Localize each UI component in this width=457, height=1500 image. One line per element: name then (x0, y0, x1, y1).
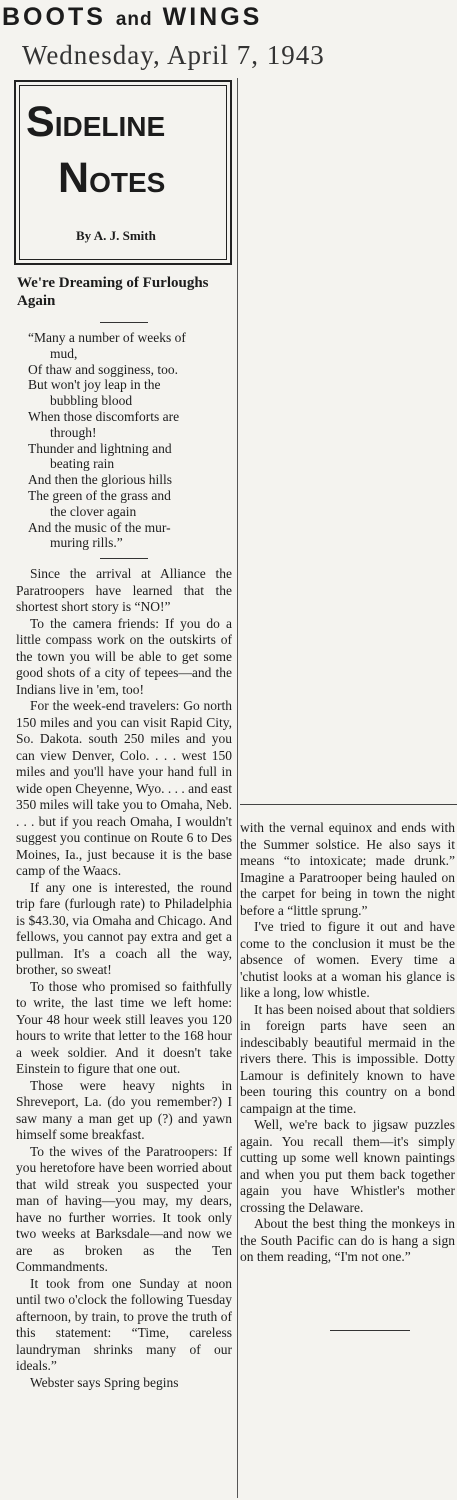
paragraph: I've tried to figure it out and have come to the conclusion it must be the absence of women. Every time a 'chutist looks at a woman his glance is like a long, low whistle. (240, 919, 455, 1000)
paragraph: Those were heavy nights in Shreveport, La. (do you remember?) I saw many a man get up (?) and yawn himself some breakfast. (16, 1077, 232, 1142)
paragraph: It has been noised about that soldiers in foreign parts have seen an indescibably beautiful mermaid in the rivers there. This is impossible. Dotty Lamour is definitely known to have been touring this country on a bond campaign at the time. (240, 1001, 455, 1116)
sideline-initial: S (26, 98, 55, 146)
paragraph: Well, we're back to jigsaw puzzles again. You recall them—it's simply cutting up some well known paintings and when you put them back together again you have Whistler's mother crossing the Delaware. (240, 1117, 455, 1215)
poem-line: And then the glorious hills (28, 472, 172, 488)
masthead-boots: BOOTS (2, 3, 106, 31)
column-title-sideline (26, 98, 165, 147)
headline: We're Dreaming of Furloughs Again (17, 275, 209, 309)
column-title-notes (58, 154, 165, 203)
notes-rest: OTES (89, 167, 166, 198)
poem-line: muring rills.” (50, 535, 123, 551)
paragraph: To the wives of the Paratroopers: If you heretofore have been worried about that wild streak you suspected your man of having—you may, my dears, have no further worries. It took only two weeks at Barksdale—and now we are as broken as the Ten Commandments. (16, 1143, 232, 1274)
paragraph: To those who promised so faithfully to write, the last time we left home: Your 48 hour week still leaves you 120 hours to write that letter to the 168 hour a week soldier. And it doesn't take Einstein to figure that one out. (16, 978, 232, 1076)
poem (28, 330, 228, 551)
sideline-rest: IDELINE (54, 111, 166, 142)
poem-line: But won't joy leap in the (28, 377, 161, 393)
poem-line: beating rain (50, 456, 115, 472)
poem-line: Thunder and lightning and (28, 440, 172, 456)
paragraph: If any one is interested, the round trip fare (furlough rate) to Philadelphia is $43.30, via Omaha and Chicago. And fellows, you cannot pay extra and get a pullman. It's a coach all the way, brother, so sweat! (16, 879, 232, 977)
poem-line: bubbling blood (50, 393, 133, 409)
paragraph: Since the arrival at Alliance the Paratroopers have learned that the shortest short story is “NO!” (16, 566, 232, 614)
masthead-wings: WINGS (162, 3, 263, 31)
poem-line: The green of the grass and (28, 487, 171, 503)
poem-rule (100, 558, 148, 559)
column-divider (237, 78, 238, 1498)
column-title-box (14, 80, 232, 265)
poem-line: When those discomforts are (28, 408, 180, 424)
byline: By A. J. Smith (76, 228, 156, 243)
left-column-body (16, 566, 232, 1391)
paragraph: with the vernal equinox and ends with the Summer solstice. He also says it means “to intoxicate; made drunk.” Imagine a Paratrooper being hauled on the carpet for being in town the night before a “little sprung.” (240, 820, 455, 918)
paragraph: For the week-end travelers: Go north 150 miles and you can visit Rapid City, So. Dakota. south 250 miles and you can view Denver, Colo. . . . west 150 miles and you'll have your hand full in wide open Cheyenne, Wyo. . . . and east 350 miles will take you to Omaha, Neb. . . . but if you reach Omaha, I wouldn't suggest you continue on Route 6 to Des Moines, Ia., just because it is the base camp of the Waacs. (16, 698, 233, 878)
headline-rule (100, 322, 148, 323)
paragraph: To the camera friends: If you do a little compass work on the outskirts of the town you will be able to get some good shots of a city of tepees—and the Indians live in 'em, too! (16, 615, 232, 697)
paragraph: Webster says Spring begins (30, 1374, 179, 1390)
masthead (0, 0, 457, 34)
poem-line: Of thaw and sogginess, too. (28, 361, 178, 377)
masthead-and: and (115, 9, 153, 30)
dateline: Wednesday, April 7, 1943 (22, 40, 325, 70)
notes-initial: N (58, 154, 90, 202)
end-rule (330, 1330, 410, 1331)
paragraph: It took from one Sunday at noon until two o'clock the following Tuesday afternoon, by train, to prove the truth of this statement: “Time, careless laundryman shrinks many of our ideals.” (16, 1275, 232, 1373)
right-column-top-rule (240, 804, 457, 805)
paragraph: About the best thing the monkeys in the South Pacific can do is hang a sign on them reading, “I'm not one.” (240, 1216, 455, 1264)
poem-line: mud, (50, 345, 78, 361)
right-column-body (240, 820, 455, 1266)
poem-line: “Many a number of weeks of (28, 330, 186, 345)
poem-line: the clover again (50, 503, 137, 519)
poem-line: And the music of the mur- (28, 519, 171, 535)
poem-line: through! (50, 424, 97, 440)
